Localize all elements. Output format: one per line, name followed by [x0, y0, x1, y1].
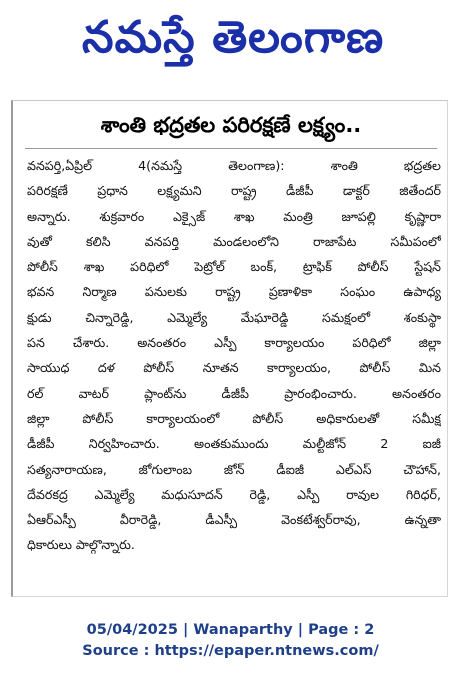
body-line: ఏఆర్ఎస్పీ వీరారెడ్డి, డీఎస్పీ వెంకటేశ్వర్‌రావు, ఉన్నతా: [27, 512, 441, 528]
article-body: [27, 153, 441, 558]
edition-info: 05/04/2025 | Wanaparthy | Page : 2: [86, 622, 375, 638]
newspaper-masthead: [24, 8, 442, 78]
article-clipping: [11, 100, 448, 597]
body-line: జిల్లా పోలీస్ కార్యాలయంలో పోలీస్ అధికారులతో సమీక్ష: [27, 410, 441, 426]
headline-divider: [25, 148, 437, 149]
body-line: క్షుడు చిన్నారెడ్డి, ఎమ్మెల్యే మేఘారెడ్డి సమక్షంలో శంకుస్థా: [27, 309, 441, 325]
body-line: సాయుధ దళ పోలీస్ నూతన కార్యాలయం, పోలీస్ మిన: [27, 360, 441, 376]
body-line: పన చేశారు. అనంతరం ఎస్పీ కార్యాలయం పరిధిలో జిల్లా: [27, 335, 441, 351]
masthead-title: నమస్తే తెలంగాణ: [81, 12, 385, 63]
article-headline: [25, 111, 437, 145]
body-line: రల్ వాటర్ ప్లాంట్‌ను డీజీపీ ప్రారంభించారు. అనంతరం: [27, 385, 441, 401]
body-line: అన్నారు. శుక్రవారం ఎక్సైజ్ శాఖ మంత్రి జూపల్లి కృష్ణారా: [27, 208, 441, 224]
body-line: దేవరకద్ర ఎమ్మెల్యే మధుసూదన్ రెడ్డి, ఎస్పీ రావుల గిరిధర్,: [27, 486, 441, 502]
headline-text: శాంతి భద్రతల పరిరక్షణే లక్ష్యం..: [100, 113, 362, 137]
body-line: డీజీపీ నిర్వహించారు. అంతకుముందు మల్టీజోన్ 2 ఐజీ: [27, 436, 441, 452]
body-line: సత్యనారాయణ, జోగులాంబ జోన్ డీఐజీ ఎల్ఎస్ చౌహాన్,: [27, 461, 441, 477]
body-line: వుతో కలిసి వనపర్తి మండలంలోని రాజాపేట సమీపంలో: [27, 233, 441, 249]
body-line: వనపర్తి,ఏప్రిల్ 4(నమస్తే తెలంగాణ): శాంతి భద్రతల: [27, 158, 441, 173]
body-line: పరిరక్షణే ప్రధాన లక్ష్యమని రాష్ట్ర డీజీపీ డాక్టర్ జితేందర్: [27, 183, 441, 199]
body-line: భవన నిర్మాణ పనులకు రాష్ట్ర ప్రణాళికా సంఘం ఉపాధ్య: [27, 284, 441, 300]
body-line: పోలీస్ శాఖ పరిధిలో పెట్రోల్ బంక్, ట్రాఫిక్ పోలీస్ స్టేషన్: [27, 259, 441, 275]
source-credit: Source : https://epaper.ntnews.com/: [82, 643, 379, 659]
body-line: ధికారులు పాల్గొన్నారు.: [27, 537, 135, 553]
